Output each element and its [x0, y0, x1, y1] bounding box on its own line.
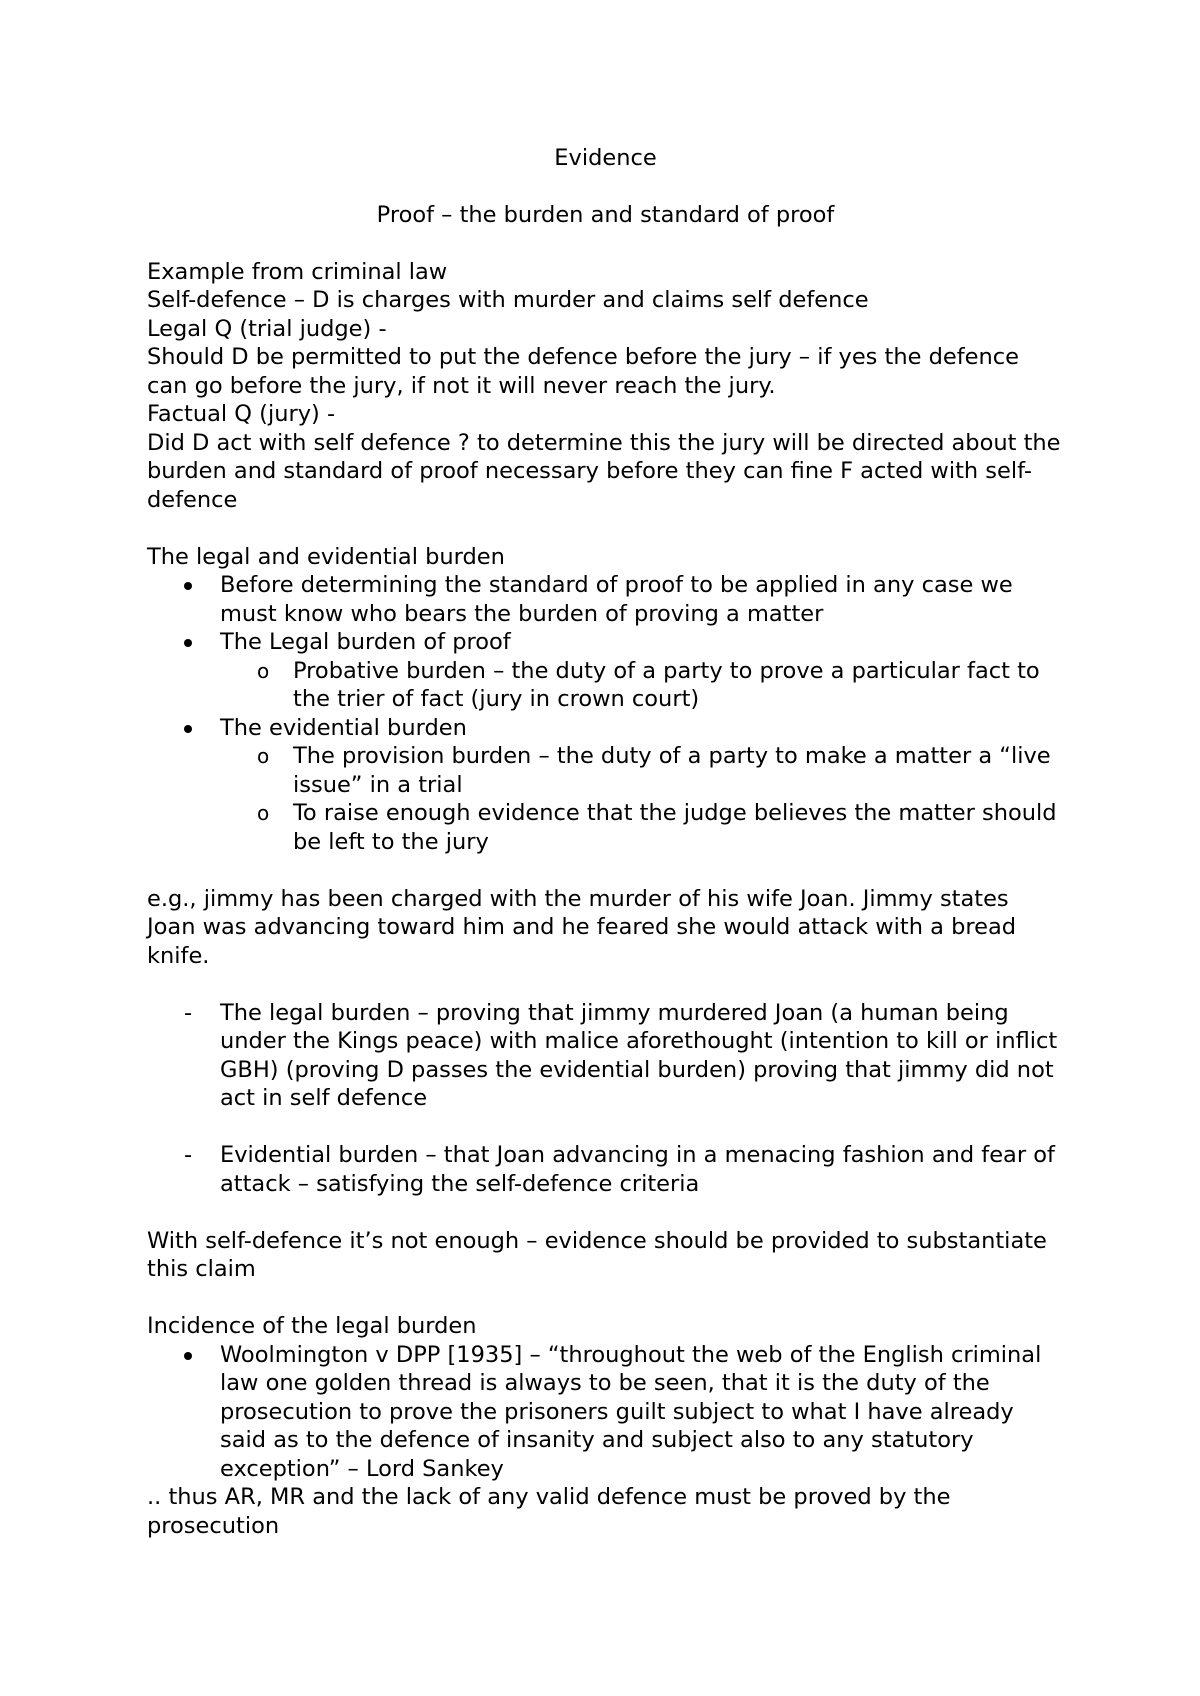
- paragraph-line: Should D be permitted to put the defence before the jury – if yes the defence can go before the jury, if not it will never reach the jury.: [147, 344, 1019, 399]
- section-heading: The legal and evidential burden: [147, 543, 505, 570]
- bullet-icon: [184, 725, 192, 733]
- dash-marker: -: [184, 1142, 193, 1168]
- list-subitem: [147, 799, 1064, 856]
- list-subitem-text: The provision burden – the duty of a party to make a matter a “live issue” in a trial: [293, 743, 1051, 798]
- list-subitem: [147, 742, 1064, 799]
- note-paragraph: With self-defence it’s not enough – evidence should be provided to substantiate this claim: [147, 1227, 1047, 1282]
- paragraph-line: Factual Q (jury) -: [147, 401, 336, 427]
- section-incidence-legal-burden: [147, 1312, 1064, 1540]
- document-subtitle: Proof – the burden and standard of proof: [376, 201, 835, 228]
- list-subitem-text: Probative burden – the duty of a party to prove a particular fact to the trier of fact (jury in crown court): [293, 657, 1040, 712]
- list-item: [147, 571, 1064, 628]
- dash-list: [147, 999, 1064, 1113]
- list-item: [147, 628, 1064, 657]
- section-heading: Incidence of the legal burden: [147, 1313, 477, 1339]
- dash-item: [147, 999, 1064, 1113]
- list-item-text: Before determining the standard of proof to be applied in any case we must know who bears the burden of proving a matter: [220, 572, 1013, 627]
- paragraph-line: Legal Q (trial judge) -: [147, 315, 387, 342]
- bullet-icon: [184, 1352, 192, 1360]
- list-subitem: [147, 657, 1064, 714]
- section-criminal-law-example: [147, 258, 1064, 515]
- list-item: [147, 714, 1064, 743]
- circle-bullet-icon: o: [257, 658, 270, 683]
- bullet-icon: [184, 639, 192, 647]
- conclusion-paragraph: .. thus AR, MR and the lack of any valid defence must be proved by the prosecution: [147, 1484, 951, 1539]
- circle-bullet-icon: o: [257, 801, 270, 825]
- section-heading: Example from criminal law: [147, 258, 448, 285]
- document-title: Evidence: [554, 145, 657, 171]
- dash-marker: -: [184, 999, 193, 1026]
- list-subitem-text: To raise enough evidence that the judge believes the matter should be left to the jury: [293, 800, 1057, 855]
- example-paragraph: e.g., jimmy has been charged with the murder of his wife Joan. Jimmy states Joan was advancing toward him and he feared she would attack with a bread knife.: [147, 885, 1017, 969]
- paragraph-line: Did D act with self defence ? to determine this the jury will be directed about the burden and standard of proof necessary before they can fine F acted with self-defence: [147, 429, 1061, 513]
- section-legal-evidential-burden: [147, 543, 1064, 857]
- circle-bullet-icon: o: [257, 744, 270, 768]
- bullet-list: [147, 1341, 1064, 1484]
- list-item-text: Woolmington v DPP [1935] – “throughout the web of the English criminal law one golden thread is always to be seen, that it is the duty of the prosecution to prove the prisoners guilt subject to what I have already said as to the defence of insanity and subject also to any statutory exception” – Lord Sankey: [220, 1341, 1042, 1482]
- dash-item-text: Evidential burden – that Joan advancing in a menacing fashion and fear of attack – satisfying the self-defence criteria: [220, 1142, 1055, 1197]
- list-item-text: The Legal burden of proof: [220, 629, 511, 655]
- bullet-list: [147, 571, 1064, 856]
- list-item: [147, 1341, 1064, 1484]
- list-item-text: The evidential burden: [220, 714, 467, 741]
- paragraph-line: Self-defence – D is charges with murder and claims self defence: [147, 287, 869, 313]
- dash-list: [147, 1141, 1064, 1198]
- dash-item: [147, 1141, 1064, 1198]
- bullet-icon: [184, 582, 192, 590]
- dash-item-text: The legal burden – proving that jimmy murdered Joan (a human being under the Kings peace) with malice aforethought (intention to kill or inflict GBH) (proving D passes the evidential burden) proving that jimmy did not act in self defence: [220, 999, 1058, 1111]
